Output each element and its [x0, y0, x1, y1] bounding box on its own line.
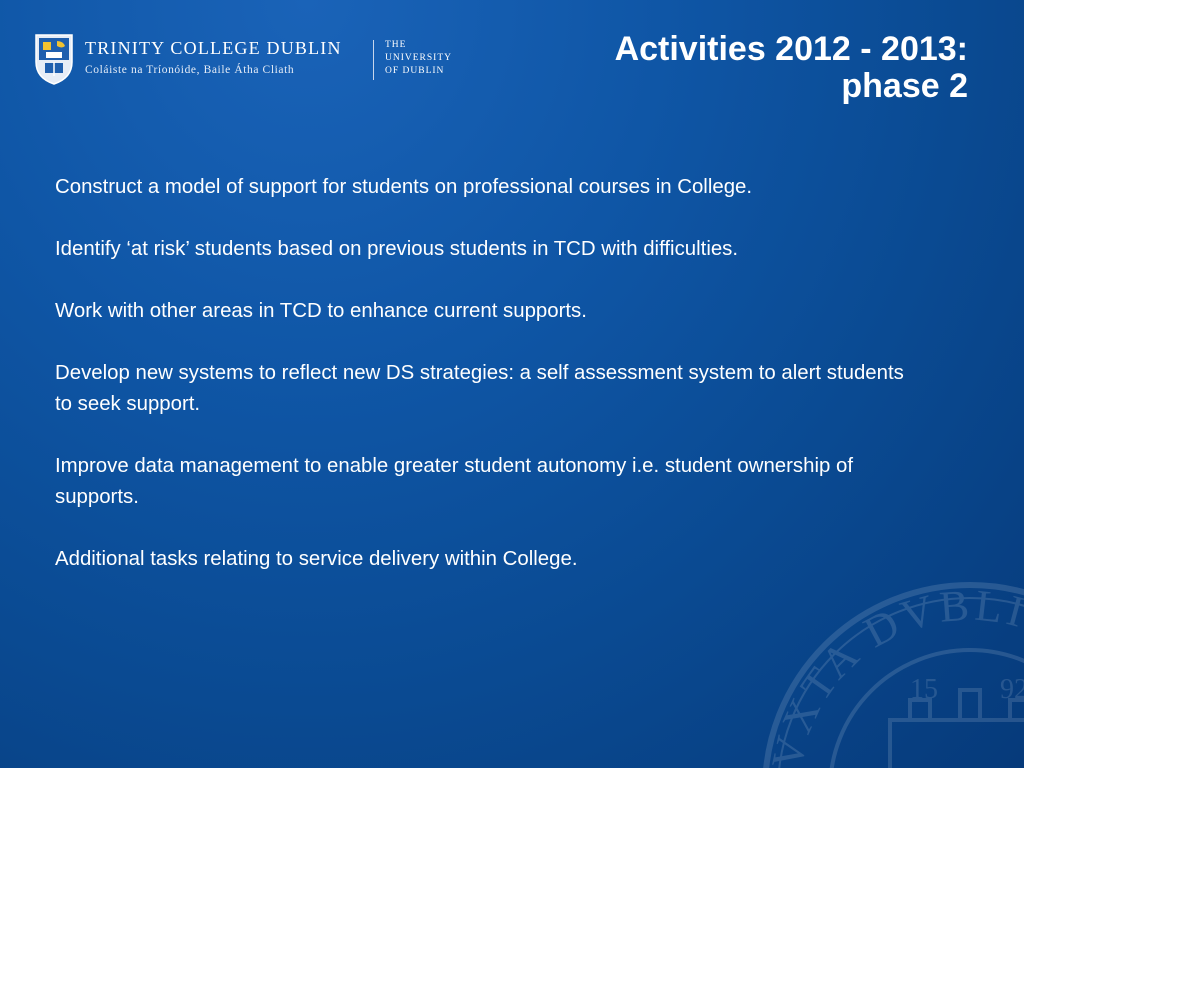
body-paragraph: Identify ‘at risk’ students based on previous students in TCD with difficulties.: [55, 238, 739, 260]
slide-body: [55, 172, 925, 606]
body-paragraph: Improve data management to enable greater student autonomy i.e. student ownership of supports.: [55, 455, 853, 508]
slide-title: [615, 31, 968, 105]
college-crest-icon: [33, 32, 75, 86]
university-label: [385, 39, 475, 78]
university-seal-watermark-icon: [760, 580, 1180, 1000]
logo-divider: [373, 40, 374, 80]
body-paragraph: Construct a model of support for students on professional courses in College.: [55, 176, 753, 198]
seal-text: IVXTA DVBLIN • COL: [760, 580, 1177, 791]
body-paragraph: Additional tasks relating to service delivery within College.: [55, 548, 578, 570]
institution-irish-name: Coláiste na Tríonóide, Baile Átha Cliath: [85, 64, 295, 76]
university-line: UNIVERSITY: [385, 53, 452, 63]
institution-name: TRINITY COLLEGE DUBLIN: [85, 38, 342, 58]
seal-year-right: 92: [1000, 674, 1028, 705]
slide-title-line: phase 2: [841, 67, 968, 105]
svg-text:IVXTA DVBLIN • COL: [761, 580, 1176, 790]
body-paragraph: Work with other areas in TCD to enhance current supports.: [55, 300, 587, 322]
body-paragraph: Develop new systems to reflect new DS strategies: a self assessment system to alert students to seek support.: [55, 362, 904, 415]
seal-year-left: 15: [910, 674, 938, 705]
slide-title-line: Activities 2012 - 2013:: [614, 30, 968, 68]
university-line: OF DUBLIN: [385, 66, 445, 76]
university-line: THE: [385, 40, 407, 50]
